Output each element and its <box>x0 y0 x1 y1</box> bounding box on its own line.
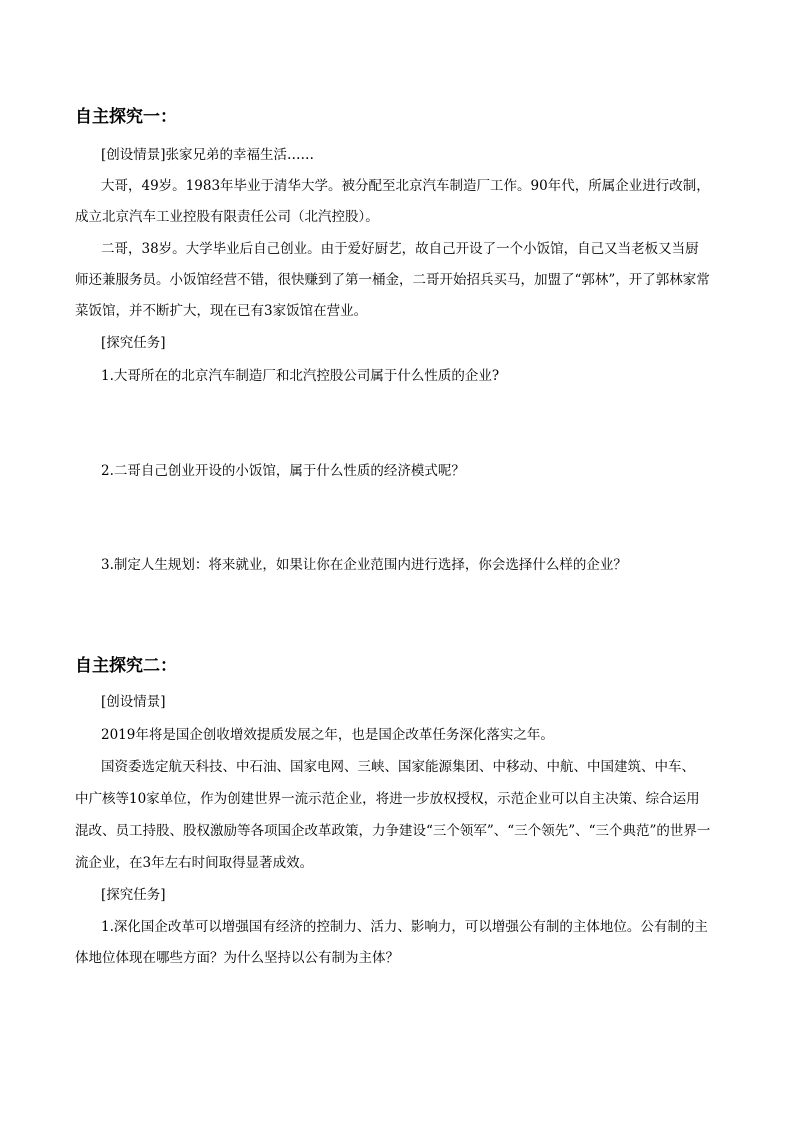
brother2-paragraph-line3: 菜饭馆，并不断扩大，现在已有3家饭馆在营业。 <box>75 303 368 319</box>
section2-paragraph-1: 2019年将是国企创收增效提质发展之年，也是国企改革任务深化落实之年。 <box>101 727 554 743</box>
section2-paragraph-2-line1: 国资委选定航天科技、中石油、国家电网、三峡、国家能源集团、中移动、中航、中国建筑、中车、 <box>101 759 695 775</box>
section1-task-label: [探究任务] <box>101 335 166 351</box>
section1-scenario-label: [创设情景]张家兄弟的幸福生活…… <box>101 147 315 163</box>
section2-question-1-line1: 1.深化国企改革可以增强国有经济的控制力、活力、影响力，可以增强公有制的主体地位。公有制的主 <box>101 919 708 935</box>
section1-question-1: 1.大哥所在的北京汽车制造厂和北汽控股公司属于什么性质的企业? <box>101 368 500 384</box>
brother2-paragraph-line2: 师还兼服务员。小饭馆经营不错，很快赚到了第一桶金，二哥开始招兵买马，加盟了“郭林”，开了郭林家常 <box>75 272 710 288</box>
section2-paragraph-2-line4: 流企业，在3年左右时间取得显著成效。 <box>75 855 314 871</box>
section2-question-1-line2: 体地位体现在哪些方面？为什么坚持以公有制为主体？ <box>75 950 399 966</box>
section1-question-2: 2.二哥自己创业开设的小饭馆，属于什么性质的经济模式呢？ <box>101 463 465 479</box>
section2-paragraph-2-line2: 中广核等10家单位，作为创建世界一流示范企业，将进一步放权授权，示范企业可以自主决策、综合运用 <box>75 791 700 807</box>
section1-question-3: 3.制定人生规划：将来就业，如果让你在企业范围内进行选择，你会选择什么样的企业？ <box>101 557 627 573</box>
section1-heading: 自主探究一： <box>75 107 177 127</box>
section2-scenario-label: [创设情景] <box>101 694 166 710</box>
section2-heading: 自主探究二： <box>75 656 177 676</box>
brother1-paragraph-line2: 成立北京汽车工业控股有限责任公司（北汽控股）。 <box>75 209 379 225</box>
brother2-paragraph-line1: 二哥，38岁。大学毕业后自己创业。由于爱好厨艺，故自己开设了一个小饭馆，自己又当老板又当厨 <box>101 241 699 257</box>
section2-paragraph-2-line3: 混改、员工持股、股权激励等各项国企改革政策，力争建设“三个领军”、“三个领先”、“三个典范”的世界一 <box>75 823 711 839</box>
section2-task-label: [探究任务] <box>101 887 166 903</box>
brother1-paragraph-line1: 大哥，49岁。1983年毕业于清华大学。被分配至北京汽车制造厂工作。90年代，所属企业进行改制， <box>101 178 710 194</box>
